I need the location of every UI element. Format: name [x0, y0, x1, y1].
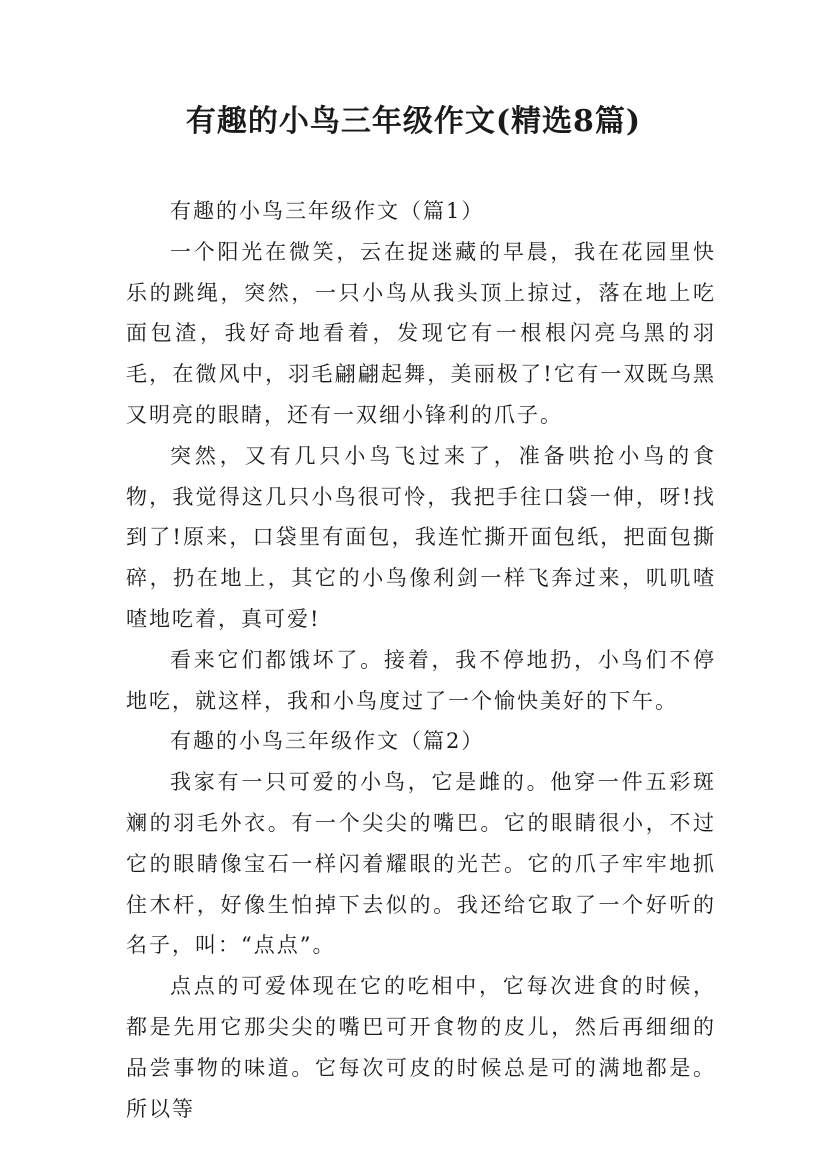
paragraph: 突然，又有几只小鸟飞过来了，准备哄抢小鸟的食物，我觉得这几只小鸟很可怜，我把手往口袋一伸，呀!找到了!原来，口袋里有面包，我连忙撕开面包纸，把面包撕碎，扔在地上，其它的小鸟像利剑一样飞奔过来，叽叽喳喳地吃着，真可爱! — [126, 443, 716, 631]
paragraph: 我家有一只可爱的小鸟，它是雌的。他穿一件五彩斑斓的羽毛外衣。有一个尖尖的嘴巴。它的眼睛很小，不过它的眼睛像宝石一样闪着耀眼的光芒。它的爪子牢牢地抓住木杆，好像生怕掉下去似的。我还给它取了一个好听的名子，叫：“点点”。 — [126, 770, 716, 958]
paragraph: 一个阳光在微笑，云在捉迷藏的早晨，我在花园里快乐的跳绳，突然，一只小鸟从我头顶上掠过，落在地上吃面包渣，我好奇地看着，发现它有一根根闪亮乌黑的羽毛，在微风中，羽毛翩翩起舞，美丽极了!它有一双既乌黑又明亮的眼睛，还有一双细小锋利的爪子。 — [126, 239, 716, 427]
section-heading-1: 有趣的小鸟三年级作文（篇1） — [170, 199, 485, 223]
section-heading-2: 有趣的小鸟三年级作文（篇2） — [170, 729, 485, 754]
paragraph: 点点的可爱体现在它的吃相中，它每次进食的时候，都是先用它那尖尖的嘴巴可开食物的皮儿，然后再细细的品尝事物的味道。它每次可皮的时候总是可的满地都是。所以等 — [126, 974, 716, 1121]
paragraph: 看来它们都饿坏了。接着，我不停地扔，小鸟们不停地吃，就这样，我和小鸟度过了一个愉快美好的下午。 — [126, 647, 716, 713]
document-body — [126, 191, 716, 1129]
document-title: 有趣的小鸟三年级作文(精选8篇) — [185, 104, 642, 139]
